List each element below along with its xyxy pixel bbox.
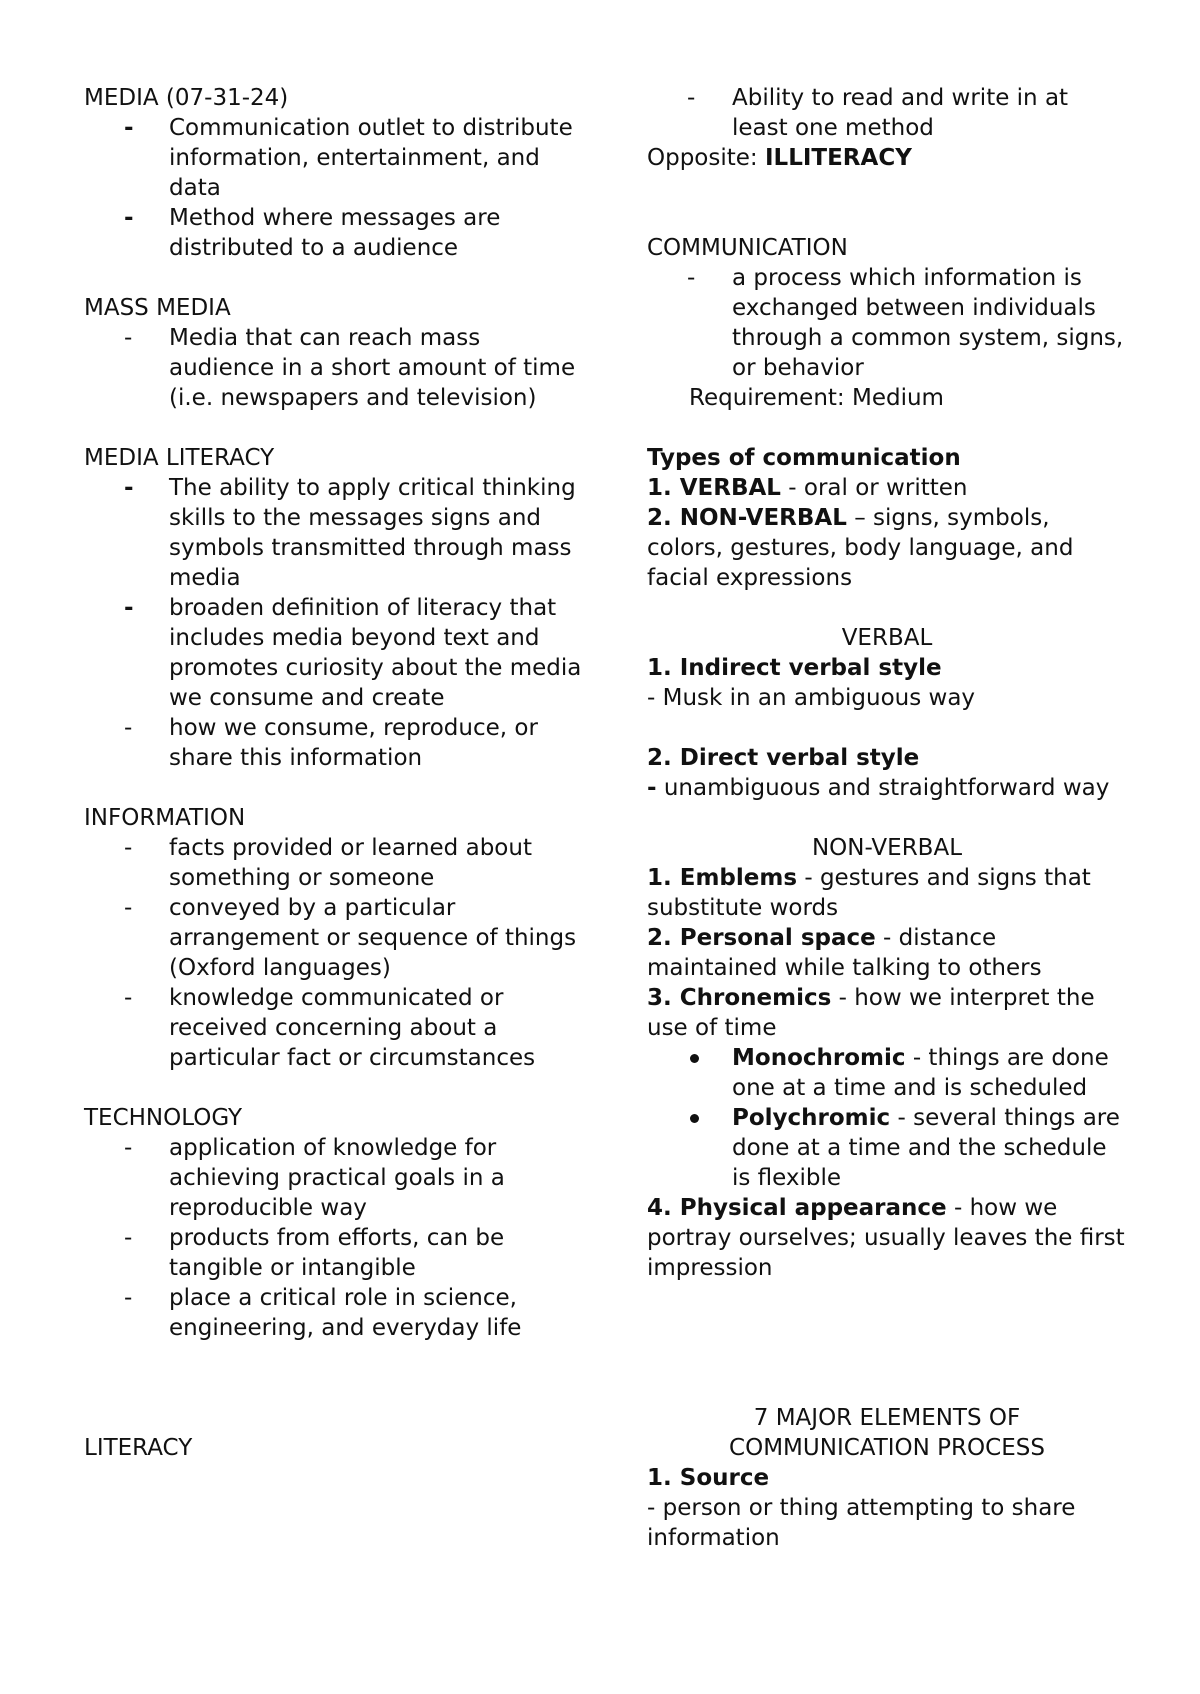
element-source: 1. Source [647,1465,770,1491]
section-verbal [647,623,1127,803]
bullet-dot-icon [690,1054,699,1063]
list-item: - a process which information is exchanged between individuals through a common system, signs, or behavior [687,265,1124,381]
section-literacy [84,1433,584,1463]
dash-bullet: - [124,1135,133,1161]
non-verbal-personal-space: 2. Personal space - distance maintained while talking to others [647,925,1042,981]
dash-bullet: - [124,205,134,231]
section-title-information: INFORMATION [84,805,246,831]
opposite-value: ILLITERACY [764,145,912,171]
section-information [84,803,584,1073]
dash-bullet: - [687,265,696,291]
dash-bullet: - [124,325,133,351]
section-title-mass-media: MASS MEDIA [84,295,231,321]
section-title-technology: TECHNOLOGY [84,1105,243,1131]
section-literacy-continued [647,83,1127,173]
non-verbal-chronemics: 3. Chronemics - how we interpret the use of time [647,985,1095,1041]
list-item: - products from efforts, can be tangible or intangible [124,1225,505,1281]
list-item: - how we consume, reproduce, or share this information [124,715,538,771]
list-item: - Ability to read and write in at least one method [687,85,1069,141]
section-non-verbal [647,833,1127,1283]
dash-bullet: - [687,85,696,111]
non-verbal-emblems: 1. Emblems - gestures and signs that substitute words [647,865,1091,921]
indirect-verbal-desc: - Musk in an ambiguous way [647,685,976,711]
direct-verbal-desc: - unambiguous and straightforward way [647,775,1110,801]
dash-bullet: - [124,1285,133,1311]
section-mass-media [84,293,584,413]
section-media-literacy [84,443,584,773]
dash-bullet: - [124,475,134,501]
list-item: - knowledge communicated or received concerning about a particular fact or circumstances [124,985,536,1071]
section-major-elements [647,1403,1127,1553]
section-title-verbal: VERBAL [841,625,933,651]
dash-bullet: - [124,895,133,921]
dash-bullet: - [124,115,134,141]
indirect-verbal-style: 1. Indirect verbal style [647,655,942,681]
dash-bullet: - [124,715,133,741]
list-item: Monochromic - things are done one at a time and is scheduled [647,1043,1127,1103]
section-types-of-communication [647,443,1127,593]
type-verbal: 1. VERBAL - oral or written [647,475,968,501]
list-item: - place a critical role in science, engineering, and everyday life [124,1285,522,1341]
list-item-continuation: we consume and create [169,685,445,711]
dash-bullet: - [124,1225,133,1251]
list-item: - facts provided or learned about something or someone [124,835,532,891]
dash-bullet: - [124,985,133,1011]
section-communication [647,233,1127,413]
section-title-media: MEDIA [84,85,159,111]
direct-verbal-style: 2. Direct verbal style [647,745,920,771]
note-date: (07-31-24) [165,85,289,111]
list-item: - Media that can reach mass audience in a short amount of time (i.e. newspapers and television) [124,325,576,411]
left-column [84,83,584,1463]
section-technology [84,1103,584,1343]
section-title-elements-1: 7 MAJOR ELEMENTS OF [753,1405,1021,1431]
section-title-media-literacy: MEDIA LITERACY [84,445,275,471]
dash-bullet: - [124,835,133,861]
section-title-non-verbal: NON-VERBAL [811,835,963,861]
list-item: - application of knowledge for achieving practical goals in a reproducible way [124,1135,505,1221]
requirement-line: Requirement: Medium [689,385,944,411]
list-item: - Communication outlet to distribute information, entertainment, and data [124,115,573,201]
section-title-literacy: LITERACY [84,1435,193,1461]
section-title-types: Types of communication [647,445,961,471]
section-title-communication: COMMUNICATION [647,235,848,261]
section-media [84,83,584,263]
non-verbal-physical-appearance: 4. Physical appearance - how we portray ourselves; usually leaves the first impression [647,1195,1125,1281]
right-column [647,83,1127,1553]
opposite-line: Opposite: ILLITERACY [647,145,912,171]
list-item: Polychromic - several things are done at a time and the schedule is flexible [647,1103,1127,1193]
list-item: - broaden definition of literacy that includes media beyond text and promotes curiosity about the media [124,595,582,681]
list-item: - Method where messages are distributed to a audience [124,205,501,261]
section-title-elements-2: COMMUNICATION PROCESS [729,1435,1045,1461]
type-non-verbal: 2. NON-VERBAL – signs, symbols, colors, gestures, body language, and facial expressions [647,505,1074,591]
element-source-desc: - person or thing attempting to share information [647,1495,1076,1551]
dash-bullet: - [124,595,134,621]
list-item: - conveyed by a particular arrangement or sequence of things (Oxford languages) [124,895,577,981]
list-item: - The ability to apply critical thinking skills to the messages signs and symbols transmitted through mass media [124,475,576,591]
bullet-dot-icon [690,1114,699,1123]
